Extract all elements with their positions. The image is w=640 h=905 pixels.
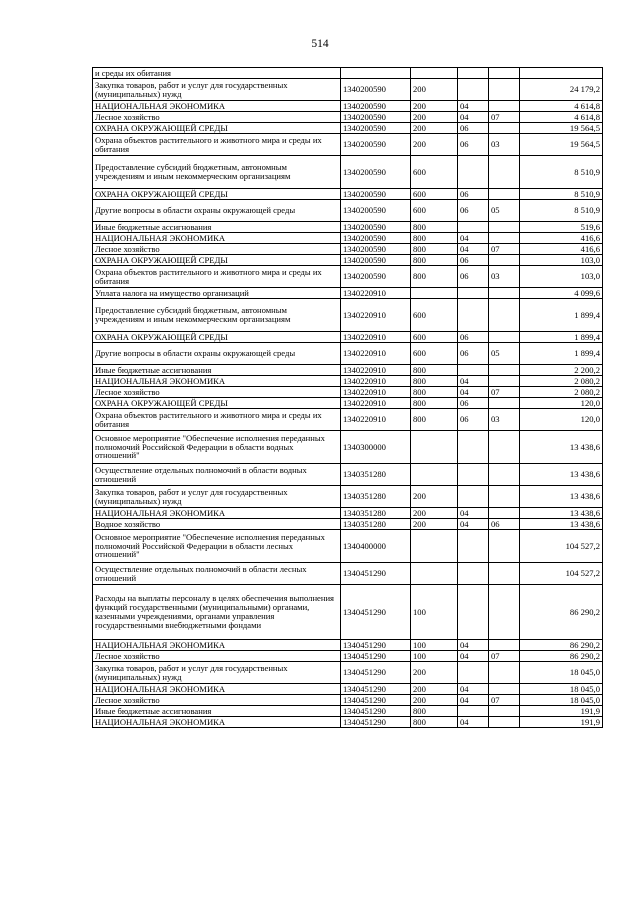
row-subsection-cell [489, 640, 520, 651]
row-code-cell: 1340200590 [341, 266, 411, 288]
table-row [93, 266, 603, 288]
row-code-cell: 1340200590 [341, 112, 411, 123]
row-expense-type-cell: 200 [411, 662, 458, 684]
row-sum-cell: 8 510,9 [520, 200, 603, 222]
table-row [93, 684, 603, 695]
row-name-cell: ОХРАНА ОКРУЖАЮЩЕЙ СРЕДЫ [93, 332, 341, 343]
row-sum-cell [520, 68, 603, 79]
row-subsection-cell: 07 [489, 651, 520, 662]
row-section-cell: 06 [458, 266, 489, 288]
row-name-cell: Иные бюджетные ассигнования [93, 365, 341, 376]
table-row [93, 706, 603, 717]
row-name-cell: Предоставление субсидий бюджетным, автономным учреждениям и иным некоммерческим организациям [93, 299, 341, 332]
row-code-cell: 1340200590 [341, 79, 411, 101]
row-code-cell: 1340351280 [341, 508, 411, 519]
row-subsection-cell: 06 [489, 519, 520, 530]
row-code-cell: 1340400000 [341, 530, 411, 563]
row-sum-cell: 2 080,2 [520, 376, 603, 387]
row-expense-type-cell: 800 [411, 706, 458, 717]
row-sum-cell: 416,6 [520, 233, 603, 244]
table-row [93, 101, 603, 112]
row-expense-type-cell: 600 [411, 299, 458, 332]
row-expense-type-cell: 100 [411, 585, 458, 640]
row-section-cell [458, 299, 489, 332]
row-section-cell: 06 [458, 332, 489, 343]
row-sum-cell: 103,0 [520, 255, 603, 266]
row-subsection-cell: 07 [489, 112, 520, 123]
row-section-cell [458, 706, 489, 717]
row-sum-cell: 18 045,0 [520, 662, 603, 684]
row-sum-cell: 13 438,6 [520, 431, 603, 464]
row-code-cell: 1340351280 [341, 519, 411, 530]
row-expense-type-cell: 800 [411, 409, 458, 431]
row-sum-cell: 8 510,9 [520, 156, 603, 189]
row-name-cell: НАЦИОНАЛЬНАЯ ЭКОНОМИКА [93, 376, 341, 387]
row-sum-cell: 1 899,4 [520, 299, 603, 332]
row-code-cell: 1340220910 [341, 288, 411, 299]
row-expense-type-cell: 800 [411, 222, 458, 233]
row-sum-cell: 4 614,8 [520, 101, 603, 112]
row-section-cell: 06 [458, 134, 489, 156]
row-expense-type-cell: 200 [411, 519, 458, 530]
row-code-cell [341, 68, 411, 79]
row-subsection-cell: 07 [489, 695, 520, 706]
table-row [93, 189, 603, 200]
row-sum-cell: 2 080,2 [520, 387, 603, 398]
row-name-cell: Другие вопросы в области охраны окружающей среды [93, 200, 341, 222]
row-sum-cell: 120,0 [520, 398, 603, 409]
row-code-cell: 1340220910 [341, 376, 411, 387]
row-subsection-cell [489, 585, 520, 640]
row-expense-type-cell: 800 [411, 266, 458, 288]
row-section-cell [458, 486, 489, 508]
table-row [93, 695, 603, 706]
table-row [93, 255, 603, 266]
row-sum-cell: 4 614,8 [520, 112, 603, 123]
row-sum-cell: 103,0 [520, 266, 603, 288]
row-subsection-cell: 03 [489, 266, 520, 288]
row-name-cell: Осуществление отдельных полномочий в области водных отношений [93, 464, 341, 486]
table-row [93, 431, 603, 464]
row-subsection-cell [489, 156, 520, 189]
row-name-cell: Расходы на выплаты персоналу в целях обеспечения выполнения функций государственными (муниципальными) органами, казенными учреждениями, органами управления государственными внебюджетными фондами [93, 585, 341, 640]
row-code-cell: 1340200590 [341, 134, 411, 156]
table-row [93, 134, 603, 156]
table-row [93, 365, 603, 376]
row-name-cell: Охрана объектов растительного и животного мира и среды их обитания [93, 134, 341, 156]
row-code-cell: 1340200590 [341, 123, 411, 134]
row-expense-type-cell: 800 [411, 387, 458, 398]
row-subsection-cell [489, 398, 520, 409]
row-sum-cell: 19 564,5 [520, 123, 603, 134]
row-name-cell: Лесное хозяйство [93, 387, 341, 398]
row-sum-cell: 1 899,4 [520, 332, 603, 343]
row-name-cell: Иные бюджетные ассигнования [93, 706, 341, 717]
row-expense-type-cell: 100 [411, 651, 458, 662]
row-name-cell: Уплата налога на имущество организаций [93, 288, 341, 299]
row-code-cell: 1340220910 [341, 332, 411, 343]
row-name-cell: ОХРАНА ОКРУЖАЮЩЕЙ СРЕДЫ [93, 189, 341, 200]
row-sum-cell: 13 438,6 [520, 508, 603, 519]
row-subsection-cell [489, 706, 520, 717]
row-subsection-cell [489, 332, 520, 343]
table-row [93, 112, 603, 123]
table-row [93, 640, 603, 651]
row-subsection-cell: 03 [489, 409, 520, 431]
row-subsection-cell [489, 563, 520, 585]
row-code-cell: 1340200590 [341, 255, 411, 266]
row-section-cell: 04 [458, 651, 489, 662]
row-section-cell: 04 [458, 519, 489, 530]
row-section-cell [458, 68, 489, 79]
row-expense-type-cell: 800 [411, 376, 458, 387]
row-code-cell: 1340451290 [341, 684, 411, 695]
row-subsection-cell [489, 508, 520, 519]
row-name-cell: Закупка товаров, работ и услуг для государственных (муниципальных) нужд [93, 486, 341, 508]
row-section-cell [458, 530, 489, 563]
row-sum-cell: 191,9 [520, 706, 603, 717]
row-name-cell: Предоставление субсидий бюджетным, автономным учреждениям и иным некоммерческим организациям [93, 156, 341, 189]
row-name-cell: Лесное хозяйство [93, 244, 341, 255]
table-row [93, 200, 603, 222]
row-sum-cell: 24 179,2 [520, 79, 603, 101]
row-name-cell: НАЦИОНАЛЬНАЯ ЭКОНОМИКА [93, 233, 341, 244]
row-expense-type-cell: 600 [411, 200, 458, 222]
budget-table [92, 67, 603, 728]
row-section-cell: 04 [458, 695, 489, 706]
table-row [93, 233, 603, 244]
row-expense-type-cell [411, 530, 458, 563]
row-subsection-cell: 05 [489, 200, 520, 222]
row-expense-type-cell: 200 [411, 695, 458, 706]
row-name-cell: Иные бюджетные ассигнования [93, 222, 341, 233]
row-code-cell: 1340451290 [341, 717, 411, 728]
row-name-cell: Основное мероприятие "Обеспечение исполнения переданных полномочий Российской Федерации в области лесных отношений" [93, 530, 341, 563]
row-code-cell: 1340451290 [341, 662, 411, 684]
table-row [93, 662, 603, 684]
row-expense-type-cell: 200 [411, 508, 458, 519]
row-section-cell: 06 [458, 200, 489, 222]
table-row [93, 519, 603, 530]
row-section-cell: 06 [458, 343, 489, 365]
row-subsection-cell [489, 68, 520, 79]
row-expense-type-cell: 200 [411, 101, 458, 112]
table-row [93, 486, 603, 508]
row-subsection-cell [489, 222, 520, 233]
table-row [93, 409, 603, 431]
row-code-cell: 1340451290 [341, 640, 411, 651]
row-section-cell: 06 [458, 398, 489, 409]
row-section-cell: 04 [458, 684, 489, 695]
row-section-cell [458, 431, 489, 464]
row-subsection-cell: 03 [489, 134, 520, 156]
row-subsection-cell [489, 431, 520, 464]
row-code-cell: 1340220910 [341, 365, 411, 376]
row-subsection-cell [489, 717, 520, 728]
row-expense-type-cell: 800 [411, 244, 458, 255]
row-name-cell: Лесное хозяйство [93, 112, 341, 123]
row-section-cell: 04 [458, 101, 489, 112]
row-subsection-cell [489, 288, 520, 299]
row-sum-cell: 104 527,2 [520, 530, 603, 563]
budget-table-body [93, 68, 603, 728]
page-number: 514 [311, 38, 329, 50]
row-code-cell: 1340300000 [341, 431, 411, 464]
table-row [93, 332, 603, 343]
row-section-cell: 06 [458, 189, 489, 200]
row-subsection-cell: 07 [489, 387, 520, 398]
row-expense-type-cell: 600 [411, 332, 458, 343]
row-sum-cell: 519,6 [520, 222, 603, 233]
row-sum-cell: 13 438,6 [520, 486, 603, 508]
row-section-cell [458, 662, 489, 684]
row-section-cell: 04 [458, 387, 489, 398]
row-sum-cell: 86 290,2 [520, 651, 603, 662]
table-row [93, 464, 603, 486]
row-name-cell: Охрана объектов растительного и животного мира и среды их обитания [93, 409, 341, 431]
row-expense-type-cell: 600 [411, 156, 458, 189]
row-sum-cell: 19 564,5 [520, 134, 603, 156]
row-section-cell: 04 [458, 508, 489, 519]
row-name-cell: НАЦИОНАЛЬНАЯ ЭКОНОМИКА [93, 684, 341, 695]
row-code-cell: 1340200590 [341, 101, 411, 112]
row-expense-type-cell: 200 [411, 134, 458, 156]
row-section-cell: 04 [458, 376, 489, 387]
row-subsection-cell [489, 79, 520, 101]
row-subsection-cell [489, 123, 520, 134]
row-code-cell: 1340451290 [341, 706, 411, 717]
row-sum-cell: 18 045,0 [520, 684, 603, 695]
row-section-cell [458, 464, 489, 486]
row-code-cell: 1340451290 [341, 585, 411, 640]
row-subsection-cell [489, 233, 520, 244]
table-row [93, 79, 603, 101]
row-code-cell: 1340451290 [341, 651, 411, 662]
row-expense-type-cell: 600 [411, 343, 458, 365]
row-code-cell: 1340220910 [341, 299, 411, 332]
row-sum-cell: 2 200,2 [520, 365, 603, 376]
table-row [93, 68, 603, 79]
row-code-cell: 1340351280 [341, 464, 411, 486]
row-code-cell: 1340220910 [341, 387, 411, 398]
row-code-cell: 1340351280 [341, 486, 411, 508]
table-row [93, 222, 603, 233]
row-sum-cell: 1 899,4 [520, 343, 603, 365]
row-sum-cell: 13 438,6 [520, 519, 603, 530]
row-sum-cell: 8 510,9 [520, 189, 603, 200]
row-expense-type-cell [411, 464, 458, 486]
row-name-cell: ОХРАНА ОКРУЖАЮЩЕЙ СРЕДЫ [93, 255, 341, 266]
row-subsection-cell [489, 464, 520, 486]
row-code-cell: 1340451290 [341, 563, 411, 585]
row-sum-cell: 120,0 [520, 409, 603, 431]
row-code-cell: 1340200590 [341, 156, 411, 189]
row-code-cell: 1340220910 [341, 398, 411, 409]
row-name-cell: Закупка товаров, работ и услуг для государственных (муниципальных) нужд [93, 79, 341, 101]
row-sum-cell: 4 099,6 [520, 288, 603, 299]
row-section-cell [458, 222, 489, 233]
row-code-cell: 1340220910 [341, 343, 411, 365]
row-name-cell: НАЦИОНАЛЬНАЯ ЭКОНОМИКА [93, 508, 341, 519]
row-expense-type-cell [411, 563, 458, 585]
row-name-cell: Лесное хозяйство [93, 651, 341, 662]
table-row [93, 585, 603, 640]
row-section-cell [458, 585, 489, 640]
row-code-cell: 1340200590 [341, 222, 411, 233]
table-row [93, 508, 603, 519]
table-row [93, 530, 603, 563]
row-name-cell: Закупка товаров, работ и услуг для государственных (муниципальных) нужд [93, 662, 341, 684]
row-expense-type-cell: 200 [411, 684, 458, 695]
table-row [93, 288, 603, 299]
row-name-cell: НАЦИОНАЛЬНАЯ ЭКОНОМИКА [93, 717, 341, 728]
row-code-cell: 1340200590 [341, 233, 411, 244]
row-name-cell: НАЦИОНАЛЬНАЯ ЭКОНОМИКА [93, 101, 341, 112]
row-section-cell: 04 [458, 112, 489, 123]
row-sum-cell: 104 527,2 [520, 563, 603, 585]
row-subsection-cell: 05 [489, 343, 520, 365]
row-code-cell: 1340220910 [341, 409, 411, 431]
row-sum-cell: 191,9 [520, 717, 603, 728]
row-expense-type-cell: 800 [411, 233, 458, 244]
table-row [93, 376, 603, 387]
row-section-cell [458, 79, 489, 101]
row-sum-cell: 18 045,0 [520, 695, 603, 706]
row-subsection-cell [489, 365, 520, 376]
row-subsection-cell [489, 255, 520, 266]
row-name-cell: Другие вопросы в области охраны окружающей среды [93, 343, 341, 365]
table-row [93, 398, 603, 409]
row-expense-type-cell [411, 68, 458, 79]
table-row [93, 156, 603, 189]
row-code-cell: 1340200590 [341, 200, 411, 222]
row-subsection-cell: 07 [489, 244, 520, 255]
row-section-cell [458, 365, 489, 376]
row-expense-type-cell: 800 [411, 398, 458, 409]
row-expense-type-cell: 200 [411, 486, 458, 508]
row-name-cell: Охрана объектов растительного и животного мира и среды их обитания [93, 266, 341, 288]
table-row [93, 387, 603, 398]
row-code-cell: 1340200590 [341, 244, 411, 255]
row-section-cell: 04 [458, 717, 489, 728]
row-sum-cell: 13 438,6 [520, 464, 603, 486]
row-name-cell: Основное мероприятие "Обеспечение исполнения переданных полномочий Российской Федерации в области водных отношений" [93, 431, 341, 464]
row-subsection-cell [489, 684, 520, 695]
row-sum-cell: 416,6 [520, 244, 603, 255]
row-sum-cell: 86 290,2 [520, 640, 603, 651]
row-section-cell [458, 156, 489, 189]
row-subsection-cell [489, 530, 520, 563]
row-name-cell: Осуществление отдельных полномочий в области лесных отношений [93, 563, 341, 585]
row-subsection-cell [489, 101, 520, 112]
row-sum-cell: 86 290,2 [520, 585, 603, 640]
row-name-cell: Водное хозяйство [93, 519, 341, 530]
row-expense-type-cell [411, 288, 458, 299]
row-expense-type-cell: 200 [411, 112, 458, 123]
row-section-cell [458, 563, 489, 585]
row-subsection-cell [489, 189, 520, 200]
row-name-cell: ОХРАНА ОКРУЖАЮЩЕЙ СРЕДЫ [93, 123, 341, 134]
row-name-cell: и среды их обитания [93, 68, 341, 79]
row-subsection-cell [489, 486, 520, 508]
row-section-cell [458, 288, 489, 299]
row-section-cell: 06 [458, 409, 489, 431]
row-name-cell: ОХРАНА ОКРУЖАЮЩЕЙ СРЕДЫ [93, 398, 341, 409]
row-expense-type-cell: 200 [411, 123, 458, 134]
row-section-cell: 04 [458, 233, 489, 244]
table-row [93, 343, 603, 365]
row-section-cell: 06 [458, 255, 489, 266]
table-row [93, 717, 603, 728]
row-expense-type-cell: 800 [411, 255, 458, 266]
table-row [93, 651, 603, 662]
row-expense-type-cell: 100 [411, 640, 458, 651]
row-expense-type-cell: 800 [411, 365, 458, 376]
row-expense-type-cell: 200 [411, 79, 458, 101]
row-expense-type-cell: 600 [411, 189, 458, 200]
table-row [93, 123, 603, 134]
row-subsection-cell [489, 376, 520, 387]
table-row [93, 563, 603, 585]
row-section-cell: 06 [458, 123, 489, 134]
row-code-cell: 1340451290 [341, 695, 411, 706]
row-expense-type-cell: 800 [411, 717, 458, 728]
row-section-cell: 04 [458, 244, 489, 255]
table-row [93, 244, 603, 255]
row-section-cell: 04 [458, 640, 489, 651]
table-row [93, 299, 603, 332]
row-name-cell: Лесное хозяйство [93, 695, 341, 706]
row-name-cell: НАЦИОНАЛЬНАЯ ЭКОНОМИКА [93, 640, 341, 651]
row-subsection-cell [489, 299, 520, 332]
row-code-cell: 1340200590 [341, 189, 411, 200]
row-subsection-cell [489, 662, 520, 684]
row-expense-type-cell [411, 431, 458, 464]
